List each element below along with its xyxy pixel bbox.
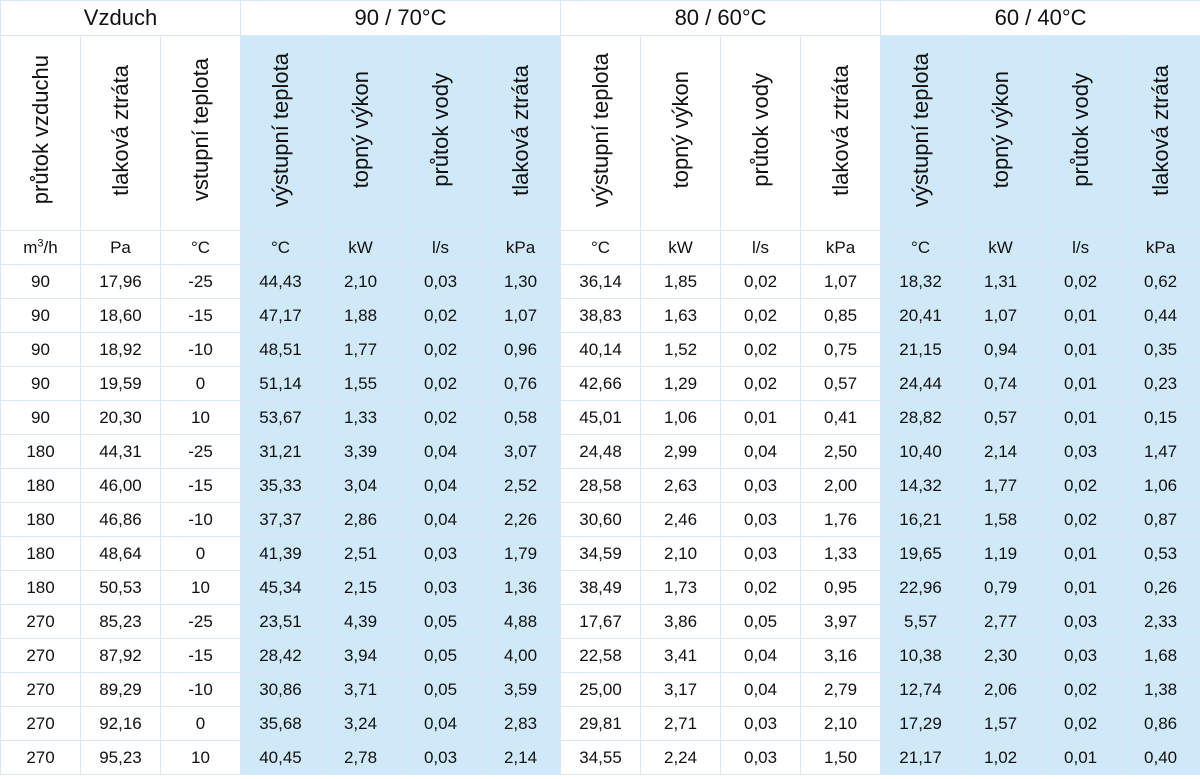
column-header <box>401 36 481 231</box>
table-row <box>1 367 1200 401</box>
table-cell: 20,30 <box>81 401 161 435</box>
table-cell: 1,33 <box>801 537 881 571</box>
table-cell: 0,44 <box>1121 299 1200 333</box>
table-cell: 180 <box>1 537 81 571</box>
table-row <box>1 571 1200 605</box>
table-cell: 90 <box>1 333 81 367</box>
table-cell: 1,73 <box>641 571 721 605</box>
table-cell: 180 <box>1 469 81 503</box>
table-cell: -15 <box>161 469 241 503</box>
table-cell: 1,06 <box>641 401 721 435</box>
table-cell: 0,01 <box>721 401 801 435</box>
table-cell: 2,30 <box>961 639 1041 673</box>
column-header-label: výstupní teplota <box>587 52 613 208</box>
table-cell: 2,24 <box>641 741 721 775</box>
table-cell: -25 <box>161 605 241 639</box>
table-cell: 40,14 <box>561 333 641 367</box>
column-header <box>641 36 721 231</box>
column-header-label: průtok vzduchu <box>27 55 53 205</box>
table-row <box>1 673 1200 707</box>
table-cell: 1,52 <box>641 333 721 367</box>
table-cell: 18,60 <box>81 299 161 333</box>
table-cell: 0,03 <box>721 469 801 503</box>
column-header-label: vstupní teplota <box>187 58 213 202</box>
table-cell: 0,02 <box>721 333 801 367</box>
table-cell: 0,74 <box>961 367 1041 401</box>
table-cell: 10 <box>161 741 241 775</box>
column-header-label: tlaková ztráta <box>107 64 133 196</box>
table-cell: 3,04 <box>321 469 401 503</box>
column-header-label: průtok vody <box>427 73 453 187</box>
table-cell: 35,33 <box>241 469 321 503</box>
table-cell: 90 <box>1 299 81 333</box>
table-row <box>1 741 1200 775</box>
table-cell: 0,57 <box>801 367 881 401</box>
table-cell: 90 <box>1 401 81 435</box>
table-cell: 48,51 <box>241 333 321 367</box>
table-cell: 42,66 <box>561 367 641 401</box>
table-cell: 10 <box>161 571 241 605</box>
group-60-40: 60 / 40°C <box>881 1 1200 36</box>
table-cell: 2,83 <box>481 707 561 741</box>
table-cell: 0,05 <box>721 605 801 639</box>
unit-cell: kW <box>321 231 401 265</box>
table-cell: -10 <box>161 333 241 367</box>
column-header <box>961 36 1041 231</box>
table-cell: 0,15 <box>1121 401 1200 435</box>
table-cell: 0,01 <box>1041 571 1121 605</box>
unit-cell: kPa <box>801 231 881 265</box>
table-cell: 85,23 <box>81 605 161 639</box>
table-cell: 22,96 <box>881 571 961 605</box>
table-cell: 270 <box>1 673 81 707</box>
table-cell: 3,41 <box>641 639 721 673</box>
table-cell: 1,50 <box>801 741 881 775</box>
column-header <box>1 36 81 231</box>
table-cell: 18,92 <box>81 333 161 367</box>
table-cell: 1,79 <box>481 537 561 571</box>
table-cell: 90 <box>1 367 81 401</box>
column-header-label: tlaková ztráta <box>507 64 533 196</box>
table-row <box>1 265 1200 299</box>
unit-cell: l/s <box>721 231 801 265</box>
table-cell: 28,82 <box>881 401 961 435</box>
table-cell: 0,02 <box>401 367 481 401</box>
table-cell: 30,86 <box>241 673 321 707</box>
table-cell: 2,10 <box>801 707 881 741</box>
table-cell: 0,05 <box>401 639 481 673</box>
column-header-label: topný výkon <box>667 71 693 189</box>
table-cell: 12,74 <box>881 673 961 707</box>
table-cell: 92,16 <box>81 707 161 741</box>
table-cell: -25 <box>161 435 241 469</box>
column-header-label: výstupní teplota <box>267 52 293 208</box>
table-row <box>1 435 1200 469</box>
table-cell: 0,02 <box>721 265 801 299</box>
table-cell: 40,45 <box>241 741 321 775</box>
table-cell: 35,68 <box>241 707 321 741</box>
table-cell: 4,88 <box>481 605 561 639</box>
table-cell: 2,51 <box>321 537 401 571</box>
table-cell: 2,99 <box>641 435 721 469</box>
table-cell: 48,64 <box>81 537 161 571</box>
table-cell: 0,01 <box>1041 741 1121 775</box>
table-cell: 17,67 <box>561 605 641 639</box>
table-cell: 1,29 <box>641 367 721 401</box>
table-cell: 0,23 <box>1121 367 1200 401</box>
column-header <box>161 36 241 231</box>
table-cell: 44,31 <box>81 435 161 469</box>
table-cell: 87,92 <box>81 639 161 673</box>
table-cell: 2,50 <box>801 435 881 469</box>
table-cell: 2,14 <box>481 741 561 775</box>
table-cell: 1,68 <box>1121 639 1200 673</box>
table-cell: 1,58 <box>961 503 1041 537</box>
table-cell: 28,58 <box>561 469 641 503</box>
table-cell: 2,14 <box>961 435 1041 469</box>
column-header-label: průtok vody <box>1067 73 1093 187</box>
table-cell: 2,06 <box>961 673 1041 707</box>
table-cell: 0,02 <box>1041 265 1121 299</box>
table-cell: 0,02 <box>1041 707 1121 741</box>
column-header <box>241 36 321 231</box>
table-cell: 1,57 <box>961 707 1041 741</box>
table-cell: 0,94 <box>961 333 1041 367</box>
table-cell: 0,76 <box>481 367 561 401</box>
column-header <box>1121 36 1200 231</box>
column-header-label: topný výkon <box>347 71 373 189</box>
table-cell: 0,03 <box>401 741 481 775</box>
table-cell: 2,77 <box>961 605 1041 639</box>
unit-cell: kPa <box>1121 231 1200 265</box>
column-header-label: topný výkon <box>987 71 1013 189</box>
table-cell: 10,38 <box>881 639 961 673</box>
table-cell: 22,58 <box>561 639 641 673</box>
table-cell: 3,24 <box>321 707 401 741</box>
table-cell: 3,39 <box>321 435 401 469</box>
table-cell: 0,02 <box>1041 503 1121 537</box>
table-cell: 0,04 <box>401 435 481 469</box>
table-cell: 0,53 <box>1121 537 1200 571</box>
table-row <box>1 401 1200 435</box>
table-cell: 0,03 <box>401 571 481 605</box>
table-cell: 0,95 <box>801 571 881 605</box>
table-cell: 2,52 <box>481 469 561 503</box>
table-cell: 90 <box>1 265 81 299</box>
table-cell: 1,55 <box>321 367 401 401</box>
table-cell: 4,39 <box>321 605 401 639</box>
table-cell: 30,60 <box>561 503 641 537</box>
table-cell: 0,01 <box>1041 299 1121 333</box>
unit-cell: Pa <box>81 231 161 265</box>
table-cell: 0,03 <box>1041 435 1121 469</box>
table-cell: 0 <box>161 367 241 401</box>
table-cell: 1,76 <box>801 503 881 537</box>
table-cell: 1,38 <box>1121 673 1200 707</box>
table-cell: 2,86 <box>321 503 401 537</box>
table-cell: 19,65 <box>881 537 961 571</box>
table-cell: 0,03 <box>721 503 801 537</box>
table-cell: 180 <box>1 503 81 537</box>
table-cell: 1,19 <box>961 537 1041 571</box>
column-header <box>81 36 161 231</box>
table-cell: 34,55 <box>561 741 641 775</box>
table-row <box>1 503 1200 537</box>
table-cell: 24,48 <box>561 435 641 469</box>
table-row <box>1 333 1200 367</box>
table-cell: 21,15 <box>881 333 961 367</box>
table-cell: 3,86 <box>641 605 721 639</box>
column-header <box>881 36 961 231</box>
table-cell: 16,21 <box>881 503 961 537</box>
table-cell: 1,30 <box>481 265 561 299</box>
table-cell: 0,03 <box>721 707 801 741</box>
table-cell: 21,17 <box>881 741 961 775</box>
table-cell: 1,07 <box>961 299 1041 333</box>
column-header-label: tlaková ztráta <box>1147 64 1173 196</box>
table-cell: 1,77 <box>321 333 401 367</box>
table-cell: 3,16 <box>801 639 881 673</box>
table-cell: 0,02 <box>1041 673 1121 707</box>
table-cell: 0 <box>161 707 241 741</box>
table-cell: 0,86 <box>1121 707 1200 741</box>
table-cell: 51,14 <box>241 367 321 401</box>
table-cell: 53,67 <box>241 401 321 435</box>
table-row <box>1 605 1200 639</box>
table-cell: 270 <box>1 639 81 673</box>
table-cell: 0,04 <box>401 469 481 503</box>
group-header-row <box>1 1 1200 36</box>
table-cell: 3,17 <box>641 673 721 707</box>
table-cell: 180 <box>1 571 81 605</box>
table-cell: 1,06 <box>1121 469 1200 503</box>
table-cell: 10,40 <box>881 435 961 469</box>
table-cell: 17,29 <box>881 707 961 741</box>
table-cell: 1,31 <box>961 265 1041 299</box>
group-air: Vzduch <box>1 1 241 36</box>
table-row <box>1 537 1200 571</box>
table-cell: 3,97 <box>801 605 881 639</box>
table-cell: 0,02 <box>401 333 481 367</box>
table-cell: 3,71 <box>321 673 401 707</box>
table-cell: 0,02 <box>401 299 481 333</box>
unit-cell: kPa <box>481 231 561 265</box>
table-cell: 180 <box>1 435 81 469</box>
table-cell: 89,29 <box>81 673 161 707</box>
table-cell: 38,49 <box>561 571 641 605</box>
table-cell: 1,02 <box>961 741 1041 775</box>
table-cell: 2,78 <box>321 741 401 775</box>
table-cell: 1,36 <box>481 571 561 605</box>
table-cell: 270 <box>1 741 81 775</box>
table-cell: 10 <box>161 401 241 435</box>
table-cell: 0,96 <box>481 333 561 367</box>
column-header <box>801 36 881 231</box>
table-cell: 0,04 <box>721 673 801 707</box>
table-cell: 25,00 <box>561 673 641 707</box>
table-cell: 0,41 <box>801 401 881 435</box>
table-cell: 0,03 <box>401 537 481 571</box>
table-cell: 0,01 <box>1041 367 1121 401</box>
table-cell: 0,04 <box>721 639 801 673</box>
column-header <box>721 36 801 231</box>
table-cell: 0,05 <box>401 605 481 639</box>
unit-cell: kW <box>961 231 1041 265</box>
column-header-label: tlaková ztráta <box>827 64 853 196</box>
table-cell: 2,63 <box>641 469 721 503</box>
table-cell: 18,32 <box>881 265 961 299</box>
table-cell: 0,02 <box>721 299 801 333</box>
table-cell: 14,32 <box>881 469 961 503</box>
table-cell: 31,21 <box>241 435 321 469</box>
table-cell: 270 <box>1 605 81 639</box>
table-cell: 47,17 <box>241 299 321 333</box>
table-cell: 0,02 <box>1041 469 1121 503</box>
unit-cell: °C <box>881 231 961 265</box>
table-cell: 45,01 <box>561 401 641 435</box>
table-row <box>1 707 1200 741</box>
table-cell: 3,59 <box>481 673 561 707</box>
table-cell: 0,75 <box>801 333 881 367</box>
table-cell: 29,81 <box>561 707 641 741</box>
unit-cell: l/s <box>401 231 481 265</box>
table-cell: 46,00 <box>81 469 161 503</box>
table-cell: -10 <box>161 503 241 537</box>
table-cell: 2,71 <box>641 707 721 741</box>
table-cell: 28,42 <box>241 639 321 673</box>
table-cell: 34,59 <box>561 537 641 571</box>
unit-cell: °C <box>241 231 321 265</box>
table-cell: -15 <box>161 299 241 333</box>
column-header <box>321 36 401 231</box>
column-header <box>561 36 641 231</box>
table-cell: 0,35 <box>1121 333 1200 367</box>
table-cell: 37,37 <box>241 503 321 537</box>
table-cell: 0,79 <box>961 571 1041 605</box>
table-cell: 0,03 <box>1041 605 1121 639</box>
table-row <box>1 469 1200 503</box>
table-cell: 20,41 <box>881 299 961 333</box>
table-cell: 1,88 <box>321 299 401 333</box>
unit-cell: l/s <box>1041 231 1121 265</box>
table-cell: 17,96 <box>81 265 161 299</box>
table-cell: -25 <box>161 265 241 299</box>
table-cell: 0,57 <box>961 401 1041 435</box>
table-cell: 1,63 <box>641 299 721 333</box>
table-cell: 41,39 <box>241 537 321 571</box>
table-cell: 0,03 <box>401 265 481 299</box>
table-cell: 95,23 <box>81 741 161 775</box>
column-header-label: průtok vody <box>747 73 773 187</box>
unit-cell: °C <box>561 231 641 265</box>
table-cell: 0,01 <box>1041 537 1121 571</box>
table-cell: 0,03 <box>1041 639 1121 673</box>
table-cell: 2,33 <box>1121 605 1200 639</box>
table-cell: 3,94 <box>321 639 401 673</box>
table-cell: 0,58 <box>481 401 561 435</box>
table-cell: 36,14 <box>561 265 641 299</box>
table-row <box>1 639 1200 673</box>
table-cell: -10 <box>161 673 241 707</box>
table-cell: 1,77 <box>961 469 1041 503</box>
table-cell: 38,83 <box>561 299 641 333</box>
table-cell: 1,07 <box>481 299 561 333</box>
table-cell: 5,57 <box>881 605 961 639</box>
table-cell: 0,02 <box>721 367 801 401</box>
column-header <box>1041 36 1121 231</box>
unit-airflow: $m^3/h$ <box>1 231 81 265</box>
table-cell: 0,85 <box>801 299 881 333</box>
table-cell: 1,85 <box>641 265 721 299</box>
table-cell: 0,87 <box>1121 503 1200 537</box>
table-cell: 270 <box>1 707 81 741</box>
table-cell: 0,04 <box>401 707 481 741</box>
unit-row <box>1 231 1200 265</box>
table-cell: 2,10 <box>641 537 721 571</box>
table-cell: 46,86 <box>81 503 161 537</box>
table-cell: 2,79 <box>801 673 881 707</box>
table-cell: 0,03 <box>721 537 801 571</box>
table-cell: 2,26 <box>481 503 561 537</box>
table-cell: 2,10 <box>321 265 401 299</box>
column-header-row <box>1 36 1200 231</box>
table-cell: 2,46 <box>641 503 721 537</box>
table-cell: 0,01 <box>1041 333 1121 367</box>
table-cell: 0,26 <box>1121 571 1200 605</box>
table-cell: -15 <box>161 639 241 673</box>
table-cell: 0,01 <box>1041 401 1121 435</box>
unit-cell: kW <box>641 231 721 265</box>
table-cell: 2,15 <box>321 571 401 605</box>
column-header <box>481 36 561 231</box>
unit-cell: °C <box>161 231 241 265</box>
column-header-label: výstupní teplota <box>907 52 933 208</box>
table-row <box>1 299 1200 333</box>
table-cell: 44,43 <box>241 265 321 299</box>
table-cell: 23,51 <box>241 605 321 639</box>
table-body <box>1 265 1200 775</box>
table-cell: 2,00 <box>801 469 881 503</box>
table-cell: 45,34 <box>241 571 321 605</box>
table-cell: 1,07 <box>801 265 881 299</box>
table-cell: 1,47 <box>1121 435 1200 469</box>
table-cell: 0,02 <box>401 401 481 435</box>
table-cell: 0,03 <box>721 741 801 775</box>
table-cell: 3,07 <box>481 435 561 469</box>
group-90-70: 90 / 70°C <box>241 1 561 36</box>
table-cell: 24,44 <box>881 367 961 401</box>
group-80-60: 80 / 60°C <box>561 1 881 36</box>
table-cell: 0,04 <box>401 503 481 537</box>
table-cell: 0,04 <box>721 435 801 469</box>
table-cell: 0,02 <box>721 571 801 605</box>
table-cell: 1,33 <box>321 401 401 435</box>
table-cell: 0,40 <box>1121 741 1200 775</box>
table-cell: 4,00 <box>481 639 561 673</box>
table-cell: 0 <box>161 537 241 571</box>
table-cell: 50,53 <box>81 571 161 605</box>
table-cell: 19,59 <box>81 367 161 401</box>
table-cell: 0,05 <box>401 673 481 707</box>
table-cell: 0,62 <box>1121 265 1200 299</box>
